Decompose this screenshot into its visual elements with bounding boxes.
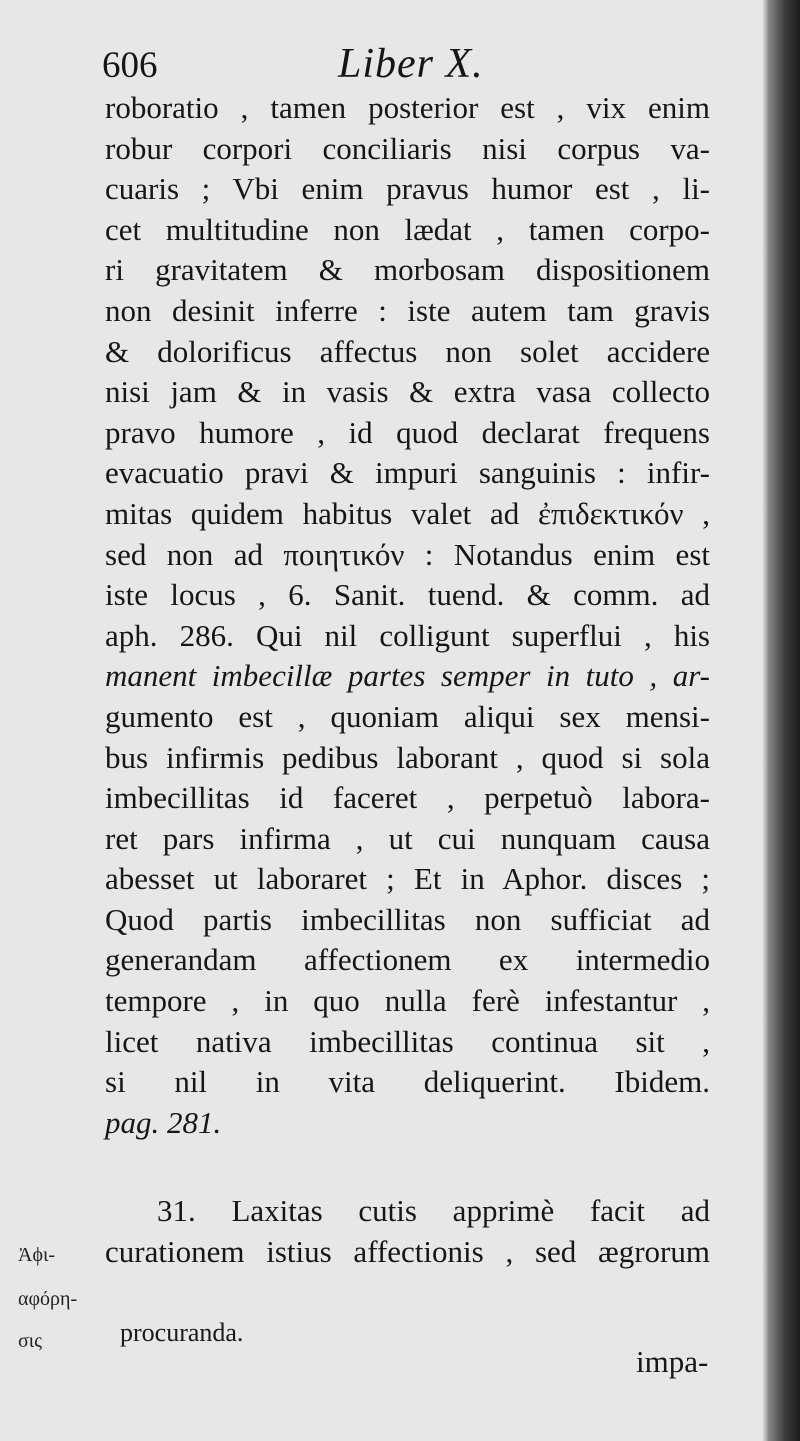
text-line: pravo humore , id quod declarat frequens — [105, 414, 710, 450]
text-line: non desinit inferre : iste autem tam gravis — [105, 292, 710, 328]
text-line: cuaris ; Vbi enim pravus humor est , li- — [105, 171, 710, 207]
text-line: iste locus , 6. Sanit. tuend. & comm. ad — [105, 577, 710, 613]
text-line: bus infirmis pedibus laborant , quod si sola — [105, 739, 710, 775]
text-line: & dolorificus affectus non solet accidere — [105, 333, 710, 369]
text-line: curationem istius affectionis , sed ægrorum — [105, 1234, 710, 1270]
text-line: Quod partis imbecillitas non sufficiat ad — [105, 901, 710, 937]
text-line: tempore , in quo nulla ferè infestantur , — [105, 983, 710, 1019]
text-line: evacuatio pravi & impuri sanguinis : infir- — [105, 455, 710, 491]
catchword: impa- — [636, 1344, 709, 1379]
paragraph-gap — [105, 1143, 710, 1191]
text-line: nisi jam & in vasis & extra vasa collecto — [105, 374, 710, 410]
final-line: procuranda. — [120, 1318, 244, 1347]
text-line: imbecillitas id faceret , perpetuò labora- — [105, 780, 710, 816]
text-line: roboratio , tamen posterior est , vix enim — [105, 90, 710, 125]
book-spine — [768, 0, 800, 1441]
text-line: cet multitudine non lædat , tamen corpo- — [105, 211, 710, 247]
paragraph-start-line: 31. Laxitas cutis apprimè facit ad — [157, 1193, 710, 1229]
text-line-italic: pag. 281. — [105, 1104, 222, 1140]
text-line: robur corpori conciliaris nisi corpus va- — [105, 130, 710, 166]
page-number: 606 — [102, 45, 158, 86]
text-line: licet nativa imbecillitas continua sit , — [105, 1023, 710, 1059]
margin-note-1: Ἀϕι- — [18, 1244, 56, 1266]
text-line: ret pars infirma , ut cui nunquam causa — [105, 820, 710, 856]
text-line: sed non ad ποιητικόν : Notandus enim est — [105, 536, 710, 572]
text-line-italic: manent imbecillæ partes semper in tuto , ar- — [105, 658, 710, 694]
main-text-block — [105, 88, 710, 1273]
margin-note-2: αφόρη- — [18, 1288, 78, 1310]
text-line: gumento est , quoniam aliqui sex mensi- — [105, 698, 710, 734]
text-line: ri gravitatem & morbosam dispositionem — [105, 252, 710, 288]
text-line: aph. 286. Qui nil colligunt superflui , his — [105, 617, 710, 653]
margin-note-3: σις — [18, 1330, 43, 1352]
text-line: abesset ut laboraret ; Et in Aphor. disces ; — [105, 861, 710, 897]
text-line: mitas quidem habitus valet ad ἐπιδεκτικόν , — [105, 495, 710, 531]
running-title: Liber X. — [338, 41, 484, 87]
text-line: si nil in vita deliquerint. Ibidem. — [105, 1064, 710, 1100]
text-line: generandam affectionem ex intermedio — [105, 942, 710, 978]
